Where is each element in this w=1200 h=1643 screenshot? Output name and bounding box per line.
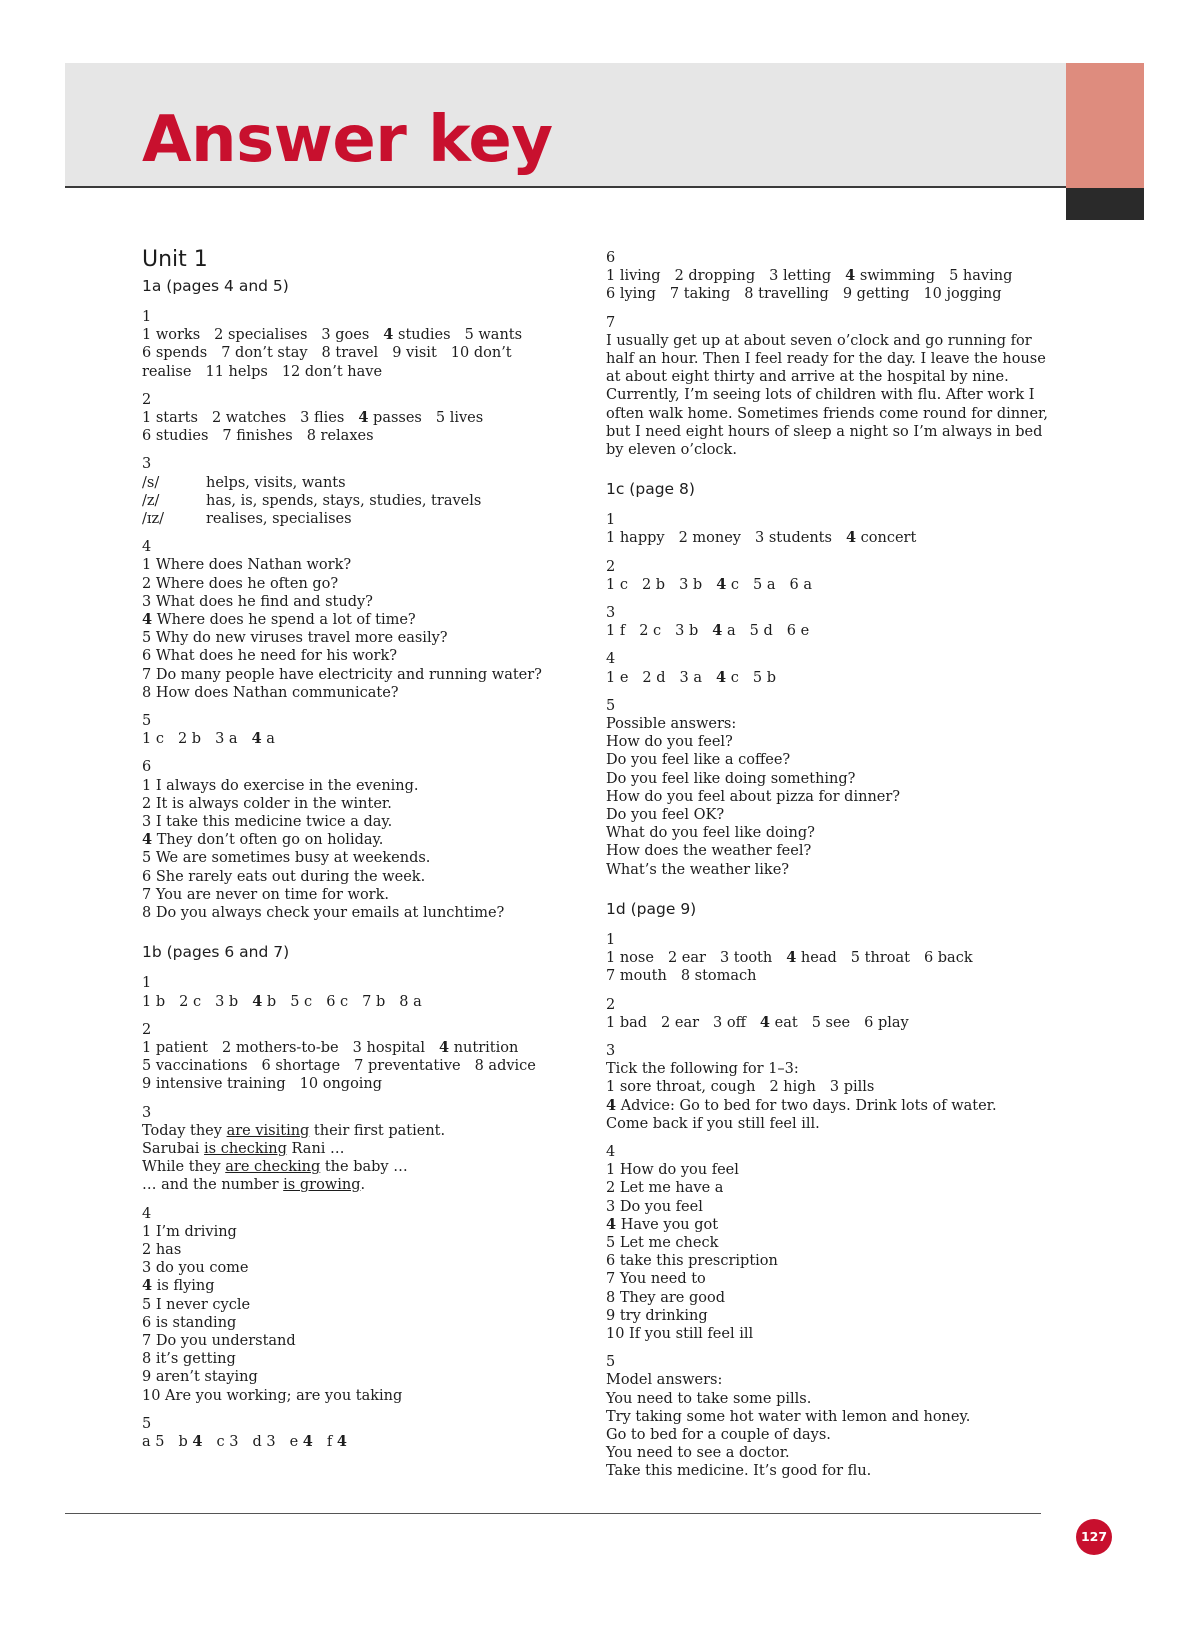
sentence-text: the baby … xyxy=(320,1159,408,1176)
exercise-number: 6 xyxy=(142,759,152,776)
answer-item: 7 finishes xyxy=(222,428,293,445)
bold-number: 4 xyxy=(786,949,797,967)
answer-line: 6 She rarely eats out during the week. xyxy=(142,868,426,885)
exercise-1b-1 xyxy=(142,974,572,1010)
bold-number: 4 xyxy=(252,992,263,1010)
answer-item: 3 off xyxy=(713,1014,746,1031)
answer-line: 2 It is always colder in the winter. xyxy=(142,795,392,812)
answer-line: How do you feel? xyxy=(606,734,733,751)
exercise-number: 4 xyxy=(606,1143,616,1160)
left-column xyxy=(142,246,572,1461)
answer-line: 8 How does Nathan communicate? xyxy=(142,684,399,701)
exercise-1d-1 xyxy=(606,931,1061,986)
answer-line: 7 You are never on time for work. xyxy=(142,886,390,903)
answer-line: What’s the weather like? xyxy=(606,861,790,878)
answer-line xyxy=(142,1039,572,1057)
answer-item: 6 play xyxy=(864,1014,909,1031)
answer-item: 2 b xyxy=(177,731,202,748)
exercise-number: 6 xyxy=(606,250,616,266)
sentence-text: While they xyxy=(142,1159,226,1176)
exercise-1c-4 xyxy=(606,650,1061,686)
answer-item: c 3 xyxy=(216,1433,239,1450)
bold-number: 4 xyxy=(845,529,857,547)
answer-item: 1 living xyxy=(606,268,661,285)
answer-line xyxy=(142,1176,572,1194)
answer-item: b 4 xyxy=(178,1432,203,1450)
bold-number: 4 xyxy=(336,1432,347,1450)
answer-item: 2 d xyxy=(642,669,666,686)
answer-item: 8 a xyxy=(399,993,422,1010)
answer-item: f 4 xyxy=(326,1432,347,1450)
section-title-1c: 1c (page 8) xyxy=(606,480,695,499)
answer-line: 4 Have you got xyxy=(606,1215,719,1233)
answer-item: 4 a xyxy=(712,622,736,640)
paragraph-line: I usually get up at about seven o’clock and go running for xyxy=(606,332,1032,349)
exercise-1a-1 xyxy=(142,308,572,381)
answer-line xyxy=(142,409,572,427)
sentence-text: Rani … xyxy=(286,1140,345,1157)
answer-line xyxy=(142,1075,572,1093)
answer-line xyxy=(142,326,572,344)
answer-line: Come back if you still feel ill. xyxy=(606,1115,820,1132)
paragraph-line: half an hour. Then I feel ready for the day. I leave the house xyxy=(606,351,1046,368)
exercise-1b-4 xyxy=(142,1205,572,1405)
answer-item: 10 jogging xyxy=(923,286,1002,303)
answer-line xyxy=(606,576,1061,594)
exercise-1b-2 xyxy=(142,1021,572,1094)
answer-item: 9 intensive training xyxy=(142,1076,286,1093)
answer-line: 8 They are good xyxy=(606,1289,726,1306)
bold-number: 4 xyxy=(142,611,153,629)
answer-item: 3 tooth xyxy=(719,950,773,967)
answer-line: 5 Let me check xyxy=(606,1234,719,1251)
answer-item: 2 b xyxy=(641,576,666,593)
exercise-number: 1 xyxy=(142,309,152,325)
answer-line: 1 I’m driving xyxy=(142,1223,237,1240)
answer-line: 7 Do many people have electricity and running water? xyxy=(142,666,542,683)
answer-item: 2 specialises xyxy=(214,327,308,344)
answer-item: 12 don’t have xyxy=(281,363,383,380)
answer-line: 4 Where does he spend a lot of time? xyxy=(142,611,416,629)
answer-line: Try taking some hot water with lemon and honey. xyxy=(606,1408,971,1425)
sentence-text: Today they xyxy=(142,1122,227,1139)
answer-line xyxy=(142,1057,572,1075)
answer-item: 1 f xyxy=(606,623,626,640)
answer-item: 9 visit xyxy=(392,345,437,362)
answer-item: 1 works xyxy=(142,327,201,344)
bold-number: 4 xyxy=(606,1215,617,1233)
answer-item: 3 b xyxy=(215,993,239,1010)
answer-item: 1 happy xyxy=(606,530,665,547)
answer-line: 3 What does he find and study? xyxy=(142,593,373,610)
exercise-number: 3 xyxy=(606,605,616,622)
answer-item: 9 getting xyxy=(842,286,910,303)
exercise-number: 7 xyxy=(606,314,616,331)
answer-item: 5 c xyxy=(290,993,313,1010)
answer-line: 9 try drinking xyxy=(606,1307,708,1324)
answer-item: 3 b xyxy=(675,623,699,640)
answer-item: 10 don’t xyxy=(450,345,512,362)
answer-item: 4 nutrition xyxy=(439,1038,519,1056)
answer-line: You need to see a doctor. xyxy=(606,1445,790,1462)
answer-item: 1 sore throat, cough xyxy=(606,1079,756,1096)
underlined-verb: are visiting xyxy=(226,1122,310,1139)
answer-line: How do you feel about pizza for dinner? xyxy=(606,788,901,805)
answer-line xyxy=(606,267,1061,285)
exercise-1a-6 xyxy=(142,758,572,922)
answer-line: 1 How do you feel xyxy=(606,1162,739,1179)
exercise-number: 3 xyxy=(142,1104,152,1121)
answer-item: 2 c xyxy=(639,623,662,640)
exercise-number: 5 xyxy=(142,713,152,730)
answer-line: 3 I take this medicine twice a day. xyxy=(142,814,393,831)
bold-number: 4 xyxy=(142,1277,153,1295)
answer-line xyxy=(142,427,572,445)
answer-item: 5 throat xyxy=(850,950,910,967)
exercise-1c-2 xyxy=(606,558,1061,594)
exercise-1b-3 xyxy=(142,1104,572,1195)
exercise-number: 1 xyxy=(606,931,616,948)
sentence-text: . xyxy=(360,1177,366,1194)
exercise-1d-3 xyxy=(606,1042,1061,1133)
section-title-1a: 1a (pages 4 and 5) xyxy=(142,277,289,295)
answer-line: Take this medicine. It’s good for flu. xyxy=(606,1463,872,1480)
sentence-text: their first patient. xyxy=(309,1122,446,1139)
answer-item: 3 pills xyxy=(829,1079,875,1096)
answer-line xyxy=(606,967,1061,985)
answer-line xyxy=(142,1433,572,1451)
answer-item: 6 studies xyxy=(142,428,209,445)
answer-line: 4 They don’t often go on holiday. xyxy=(142,831,384,849)
answer-line: You need to take some pills. xyxy=(606,1390,812,1407)
phoneme-words: has, is, spends, stays, studies, travels xyxy=(206,492,482,509)
answer-item: 3 students xyxy=(755,530,832,547)
answer-line: Go to bed for a couple of days. xyxy=(606,1426,831,1443)
exercise-1c-3 xyxy=(606,604,1061,640)
answer-item: 4 b xyxy=(252,992,277,1010)
answer-item: 6 c xyxy=(326,993,349,1010)
answer-item: e 4 xyxy=(289,1432,313,1450)
corner-block xyxy=(1066,188,1144,220)
answer-line xyxy=(606,1014,1061,1032)
exercise-1c-5 xyxy=(606,697,1061,879)
answer-item: 4 c xyxy=(716,575,740,593)
answer-line: Do you feel like a coffee? xyxy=(606,752,791,769)
exercise-number: 4 xyxy=(606,651,616,668)
bold-number: 4 xyxy=(439,1038,450,1056)
answer-item: 2 mothers-to-be xyxy=(221,1039,339,1056)
header-rule xyxy=(65,186,1066,188)
answer-line xyxy=(142,730,572,748)
answer-line: 1 I always do exercise in the evening. xyxy=(142,777,419,794)
answer-item: 2 dropping xyxy=(674,268,756,285)
bold-number: 4 xyxy=(302,1432,313,1450)
answer-line: 7 You need to xyxy=(606,1271,706,1288)
exercise-1a-3 xyxy=(142,455,572,528)
answer-item: 8 relaxes xyxy=(306,428,374,445)
answer-item: 2 ear xyxy=(661,1014,700,1031)
paragraph-line: by eleven o’clock. xyxy=(606,442,737,459)
exercise-1d-2 xyxy=(606,996,1061,1032)
answer-item: 1 c xyxy=(606,576,628,593)
answer-line: How does the weather feel? xyxy=(606,843,812,860)
answer-line: Tick the following for 1–3: xyxy=(606,1061,799,1078)
answer-line: 2 Where does he often go? xyxy=(142,575,339,592)
answer-item: 4 swimming xyxy=(845,267,936,285)
answer-item: realise xyxy=(142,363,192,380)
answer-line: 3 do you come xyxy=(142,1260,249,1277)
answer-item: 8 travelling xyxy=(744,286,829,303)
underlined-verb: is growing xyxy=(283,1177,361,1194)
answer-item: 8 travel xyxy=(321,345,379,362)
bold-number: 4 xyxy=(716,575,727,593)
answer-line: 2 has xyxy=(142,1241,182,1258)
section-title-1b: 1b (pages 6 and 7) xyxy=(142,943,290,962)
answer-item: 8 advice xyxy=(474,1058,536,1075)
answer-item: 1 e xyxy=(606,669,629,686)
exercise-1a-5 xyxy=(142,712,572,748)
answer-line: 9 aren’t staying xyxy=(142,1369,258,1386)
exercise-number: 5 xyxy=(606,1354,616,1371)
answer-line: Do you feel OK? xyxy=(606,807,725,824)
answer-item: 5 see xyxy=(811,1014,851,1031)
exercise-1c-1 xyxy=(606,511,1061,547)
answer-item: 2 high xyxy=(769,1079,816,1096)
unit-title: Unit 1 xyxy=(142,247,208,272)
phoneme-words: realises, specialises xyxy=(206,511,352,528)
answer-item: 5 a xyxy=(753,576,776,593)
bold-number: 4 xyxy=(358,409,369,427)
phoneme-row xyxy=(142,474,572,492)
answer-line: 4 is flying xyxy=(142,1277,215,1295)
bold-number: 4 xyxy=(845,267,856,285)
corner-accent xyxy=(1066,63,1144,188)
exercise-1b-7 xyxy=(606,314,1061,460)
exercise-number: 4 xyxy=(142,1205,152,1222)
answer-item: a 5 xyxy=(142,1433,165,1450)
answer-line: Model answers: xyxy=(606,1372,723,1389)
phoneme-symbol: /z/ xyxy=(142,492,160,509)
answer-item: 1 nose xyxy=(606,950,654,967)
exercise-1b-5 xyxy=(142,1415,572,1451)
answer-line: What do you feel like doing? xyxy=(606,825,815,842)
answer-item: 2 money xyxy=(678,530,742,547)
answer-item: 4 passes xyxy=(358,409,422,427)
underlined-verb: is checking xyxy=(204,1140,287,1157)
answer-item: d 3 xyxy=(252,1433,276,1450)
answer-line xyxy=(142,363,572,381)
answer-line: 4 Advice: Go to bed for two days. Drink lots of water. xyxy=(606,1096,997,1114)
answer-item: 4 concert xyxy=(845,529,917,547)
answer-item: 4 studies xyxy=(383,326,451,344)
exercise-number: 2 xyxy=(142,1021,152,1038)
answer-item: 1 c xyxy=(142,731,164,748)
answer-line: 1 Where does Nathan work? xyxy=(142,557,352,574)
answer-line xyxy=(606,949,1061,967)
answer-item: 5 having xyxy=(949,268,1013,285)
section-title-1d: 1d (page 9) xyxy=(606,899,697,918)
underlined-verb: are checking xyxy=(225,1159,321,1176)
answer-item: 7 b xyxy=(362,993,386,1010)
phoneme-symbol: /s/ xyxy=(142,474,160,491)
answer-line xyxy=(606,1078,1061,1096)
exercise-number: 5 xyxy=(606,697,616,714)
answer-item: 6 lying xyxy=(606,286,656,303)
answer-item: 5 vaccinations xyxy=(142,1058,248,1075)
answer-item: 1 patient xyxy=(142,1039,208,1056)
exercise-number: 4 xyxy=(142,539,152,556)
exercise-1b-6 xyxy=(606,249,1061,304)
answer-line xyxy=(142,344,572,362)
bold-number: 4 xyxy=(251,730,262,748)
answer-item: 2 c xyxy=(179,993,202,1010)
exercise-1a-2 xyxy=(142,391,572,446)
answer-item: 4 c xyxy=(716,668,739,686)
answer-item: 7 taking xyxy=(669,286,731,303)
answer-item: 3 letting xyxy=(769,268,832,285)
exercise-number: 3 xyxy=(142,456,152,473)
answer-item: 2 watches xyxy=(211,410,287,427)
exercise-number: 5 xyxy=(142,1415,152,1432)
answer-item: 5 wants xyxy=(464,327,523,344)
exercise-number: 3 xyxy=(606,1042,616,1059)
paragraph-line: at about eight thirty and arrive at the hospital by nine. xyxy=(606,369,1009,386)
exercise-number: 2 xyxy=(606,558,616,575)
bold-number: 4 xyxy=(383,326,394,344)
answer-item: 6 a xyxy=(789,576,813,593)
answer-item: 6 e xyxy=(786,623,810,640)
answer-line xyxy=(606,529,1061,547)
answer-item: 3 a xyxy=(679,669,703,686)
exercise-1d-5 xyxy=(606,1353,1061,1480)
footer-rule xyxy=(65,1513,1041,1514)
answer-line xyxy=(142,993,572,1011)
paragraph-line: Currently, I’m seeing lots of children with flu. After work I xyxy=(606,387,1035,404)
page-title: Answer key xyxy=(142,103,553,177)
bold-number: 4 xyxy=(716,668,727,686)
answer-item: 6 back xyxy=(923,950,973,967)
phoneme-words: helps, visits, wants xyxy=(206,474,346,491)
answer-item: 4 head xyxy=(786,949,837,967)
paragraph-line: but I need eight hours of sleep a night so I’m always in bed xyxy=(606,423,1043,440)
answer-line: Possible answers: xyxy=(606,716,737,733)
answer-line: 2 Let me have a xyxy=(606,1180,724,1197)
answer-line xyxy=(142,1122,572,1140)
answer-item: 10 ongoing xyxy=(299,1076,383,1093)
answer-line: 10 Are you working; are you taking xyxy=(142,1387,403,1404)
exercise-1a-4 xyxy=(142,538,572,702)
bold-number: 4 xyxy=(759,1013,771,1031)
answer-item: 3 flies xyxy=(300,410,345,427)
answer-line: 5 We are sometimes busy at weekends. xyxy=(142,850,431,867)
answer-item: 8 stomach xyxy=(680,968,757,985)
answer-line: 5 I never cycle xyxy=(142,1296,251,1313)
answer-item: 3 b xyxy=(679,576,703,593)
sentence-text: Sarubai xyxy=(142,1140,205,1157)
answer-line: 6 is standing xyxy=(142,1314,237,1331)
answer-item: 7 don’t stay xyxy=(221,345,308,362)
answer-line xyxy=(606,669,1061,687)
answer-item: 6 spends xyxy=(142,345,208,362)
answer-item: 6 shortage xyxy=(261,1058,341,1075)
exercise-1d-4 xyxy=(606,1143,1061,1343)
answer-item: 5 lives xyxy=(435,410,484,427)
answer-line: 3 Do you feel xyxy=(606,1198,703,1215)
answer-item: 2 ear xyxy=(667,950,706,967)
answer-item: 5 d xyxy=(749,623,773,640)
exercise-number: 1 xyxy=(142,975,152,992)
paragraph-line: often walk home. Sometimes friends come round for dinner, xyxy=(606,405,1048,422)
answer-line xyxy=(606,285,1061,303)
answer-line: Do you feel like doing something? xyxy=(606,770,856,787)
answer-line xyxy=(142,1140,572,1158)
answer-line: 5 Why do new viruses travel more easily? xyxy=(142,630,448,647)
answer-item: 3 a xyxy=(215,731,238,748)
exercise-number: 2 xyxy=(606,996,616,1013)
answer-line: 6 take this prescription xyxy=(606,1253,778,1270)
answer-line: 8 Do you always check your emails at lunchtime? xyxy=(142,905,505,922)
answer-item: 4 a xyxy=(251,730,275,748)
phoneme-row xyxy=(142,492,572,510)
answer-line: 6 What does he need for his work? xyxy=(142,648,398,665)
answer-item: 7 mouth xyxy=(606,968,667,985)
answer-item: 1 b xyxy=(142,993,166,1010)
bold-number: 4 xyxy=(606,1096,617,1114)
answer-item: 4 eat xyxy=(759,1013,798,1031)
page-number-badge: 127 xyxy=(1076,1519,1112,1555)
sentence-text: … and the number xyxy=(142,1177,284,1194)
bold-number: 4 xyxy=(192,1432,203,1450)
phoneme-symbol: /ɪz/ xyxy=(142,511,165,528)
phoneme-row xyxy=(142,510,572,528)
answer-item: 3 hospital xyxy=(352,1039,426,1056)
answer-item: 5 b xyxy=(752,669,776,686)
answer-line xyxy=(606,622,1061,640)
answer-item: 11 helps xyxy=(205,363,268,380)
answer-line: 7 Do you understand xyxy=(142,1332,296,1349)
exercise-number: 1 xyxy=(606,512,616,529)
answer-item: 1 bad xyxy=(606,1014,648,1031)
bold-number: 4 xyxy=(142,831,153,849)
answer-item: 7 preventative xyxy=(354,1058,461,1075)
answer-line: 10 If you still feel ill xyxy=(606,1325,754,1342)
exercise-number: 2 xyxy=(142,391,152,408)
answer-line: 8 it’s getting xyxy=(142,1351,236,1368)
right-column xyxy=(606,249,1061,1491)
answer-item: 3 goes xyxy=(321,327,370,344)
bold-number: 4 xyxy=(712,622,723,640)
answer-item: 1 starts xyxy=(142,410,198,427)
answer-line xyxy=(142,1158,572,1176)
